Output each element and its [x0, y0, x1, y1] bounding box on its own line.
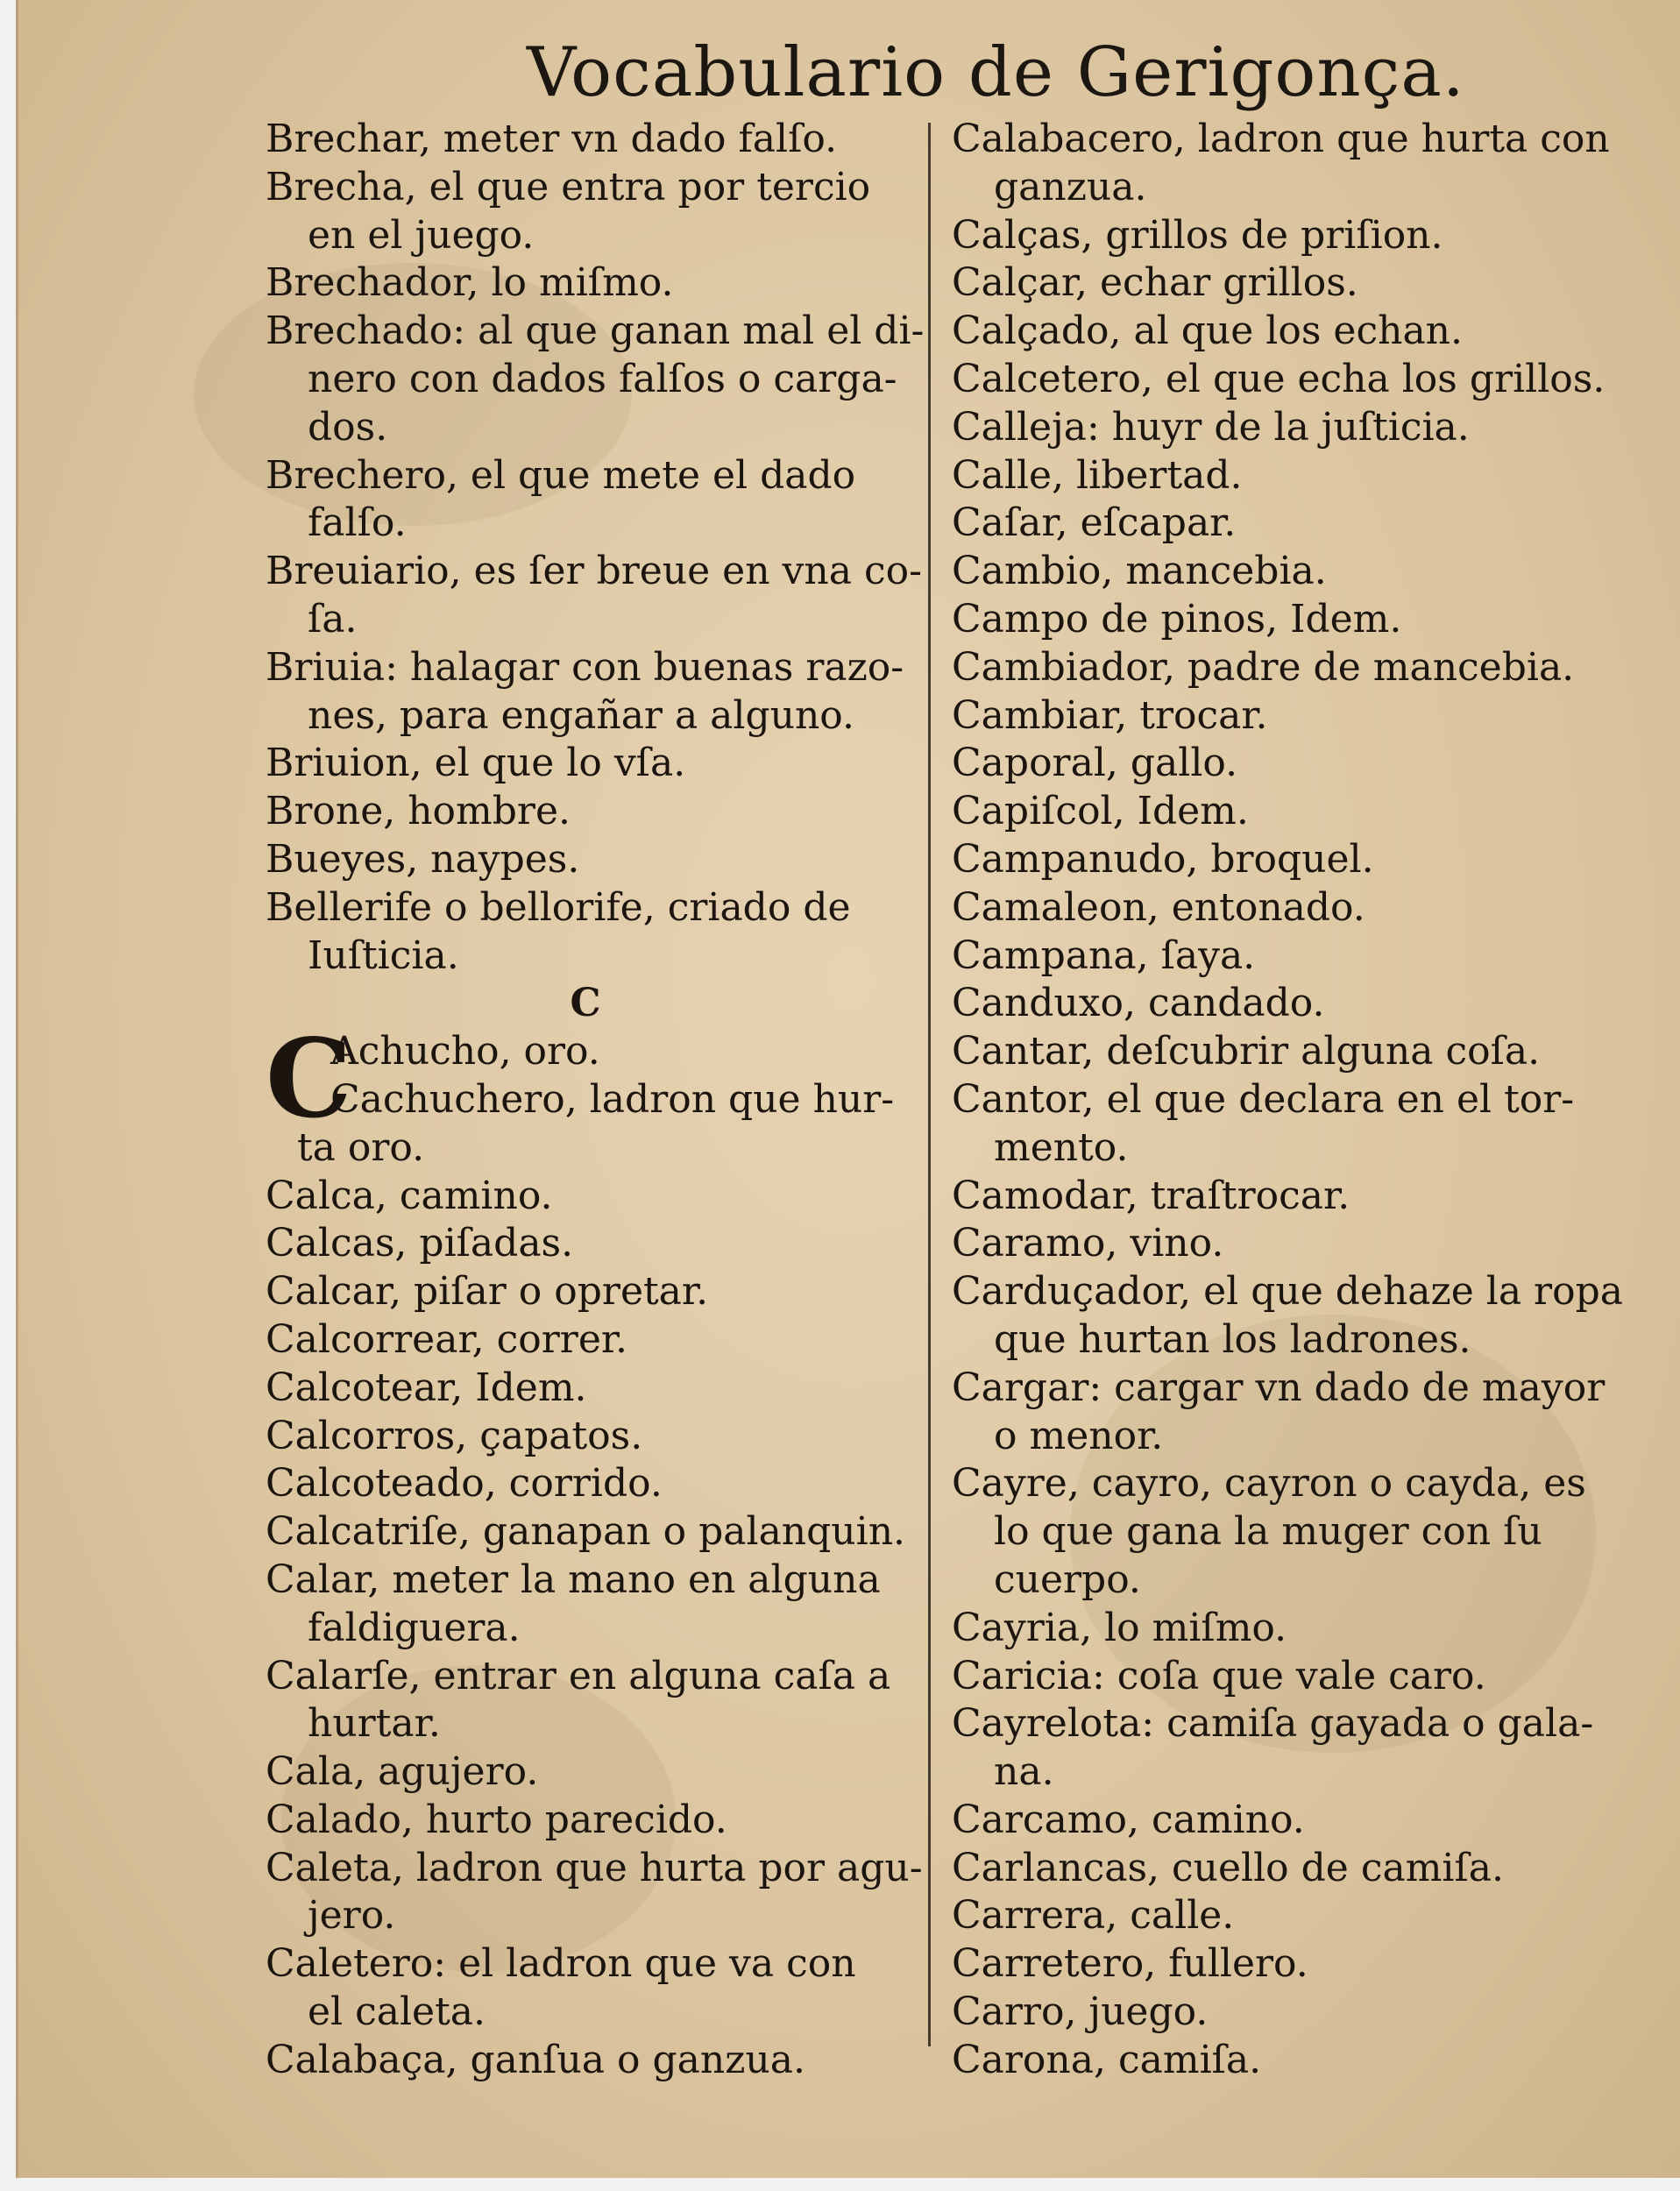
- dictionary-entry: [952, 212, 1613, 260]
- entry-line: Carona, camiſa.: [952, 2037, 1262, 2082]
- dictionary-entry: [266, 164, 923, 260]
- dictionary-entry: [266, 548, 923, 644]
- book-page: [16, 0, 1680, 2178]
- entry-line: Calado, hurto parecido.: [266, 1797, 727, 1842]
- dictionary-entry: [266, 1508, 923, 1556]
- entry-line: ganzua.: [994, 164, 1147, 209]
- entry-line: cuerpo.: [994, 1556, 1141, 1602]
- entry-line: Calleja: huyr de la juſticia.: [952, 404, 1470, 450]
- entry-line: mento.: [994, 1124, 1129, 1170]
- entry-line: ſa.: [308, 596, 358, 642]
- entry-line: falſo.: [308, 500, 407, 546]
- drop-cap: C: [266, 1016, 352, 1144]
- entry-line: Briuia: halagar con buenas razo-: [266, 644, 904, 690]
- entry-line: Cargar: cargar vn dado de mayor: [952, 1365, 1606, 1410]
- dictionary-entry: [952, 356, 1613, 404]
- entry-line: dos.: [308, 404, 388, 450]
- dictionary-entry: [952, 1268, 1623, 1365]
- entry-line: Campana, ſaya.: [952, 932, 1256, 978]
- dictionary-entry: [266, 1748, 923, 1797]
- entry-line: hurtar.: [308, 1701, 441, 1747]
- entry-line: Carretero, fullero.: [952, 1941, 1308, 1987]
- entry-line: Carlancas, cuello de camiſa.: [952, 1845, 1505, 1890]
- dictionary-entry: [952, 1797, 1613, 1845]
- entry-line: Cantor, el que declara en el tor-: [952, 1076, 1575, 1122]
- dictionary-entry: [266, 884, 923, 981]
- dictionary-entry: [266, 1413, 923, 1461]
- entry-line: Calcotear, Idem.: [266, 1365, 587, 1410]
- entry-line: Calca, camino.: [266, 1173, 553, 1218]
- entry-line: na.: [994, 1749, 1054, 1795]
- entry-line: Cambiar, trocar.: [952, 692, 1268, 738]
- entry-line: Brechar, meter vn dado falſo.: [266, 117, 838, 161]
- page-title: Vocabulario de Gerigonça.: [527, 33, 1465, 112]
- dictionary-entry: [266, 1797, 923, 1845]
- left-entries: [266, 116, 923, 980]
- entry-line: Calcorros, çapatos.: [266, 1413, 643, 1458]
- entry-line: Carro, juego.: [952, 1989, 1209, 2035]
- dictionary-entry: [266, 308, 923, 451]
- dictionary-entry: [952, 1845, 1613, 1893]
- dictionary-entry: [952, 1989, 1613, 2037]
- section-letter: C: [570, 981, 601, 1026]
- entry-line: Calarſe, entrar en alguna caſa a: [266, 1653, 891, 1698]
- entry-line: que hurtan los ladrones.: [994, 1316, 1471, 1362]
- entry-line: Calcorrear, correr.: [266, 1316, 628, 1362]
- dictionary-entry: [952, 932, 1613, 981]
- dictionary-entry: [952, 548, 1613, 596]
- entry-line: nes, para engañar a alguno.: [308, 692, 855, 738]
- entry-line: Calcetero, el que echa los grillos.: [952, 356, 1606, 401]
- entry-line: Breuiario, es ſer breue en vna co-: [266, 549, 922, 594]
- entry-line: Calabacero, ladron que hurta con: [952, 117, 1610, 161]
- entry-line: Iuſticia.: [308, 932, 459, 978]
- column-divider: [928, 123, 931, 2046]
- entry-line: Brecha, el que entra por tercio: [266, 164, 871, 209]
- dictionary-entry: [952, 500, 1613, 548]
- entry-line: Brechador, lo miſmo.: [266, 260, 674, 306]
- entry-line: Calcas, piſadas.: [266, 1221, 574, 1266]
- entry-line: Caporal, gallo.: [952, 741, 1238, 786]
- dictionary-entry: [952, 1173, 1613, 1221]
- dictionary-entry: [952, 836, 1613, 884]
- dictionary-entry: [266, 1173, 923, 1221]
- entry-line: Capiſcol, Idem.: [952, 789, 1249, 834]
- entry-line: Cambiador, padre de mancebia.: [952, 644, 1575, 690]
- entry-line: Briuion, el que lo vſa.: [266, 741, 686, 786]
- dictionary-entry: [266, 1556, 923, 1653]
- entry-line: Camaleon, entonado.: [952, 884, 1365, 930]
- entry-line: ta oro.: [297, 1124, 425, 1170]
- dictionary-entry: [952, 308, 1613, 356]
- dictionary-entry: [952, 1220, 1613, 1268]
- entry-line: Calabaça, ganſua o ganzua.: [266, 2037, 805, 2082]
- entry-line: Calcatriſe, ganapan o palanquin.: [266, 1509, 906, 1555]
- right-column: [952, 116, 1623, 2085]
- dropcap-entry: [266, 1016, 923, 1172]
- dictionary-entry: [952, 2037, 1613, 2085]
- dictionary-entry: [266, 1653, 923, 1749]
- entry-line: en el juego.: [308, 212, 535, 258]
- entry-line: Cachuchero, ladron que hur-: [330, 1076, 895, 1122]
- dictionary-entry: [266, 2037, 923, 2085]
- entry-line: Carduçador, el que dehaze la ropa: [952, 1269, 1623, 1315]
- dictionary-entry: [952, 1460, 1613, 1604]
- dictionary-entry: [266, 1845, 923, 1941]
- dictionary-entry: [266, 1268, 923, 1316]
- entry-line: Calçado, al que los echan.: [952, 308, 1463, 354]
- entry-line: Achucho, oro.: [330, 1029, 600, 1074]
- dictionary-entry: [952, 788, 1613, 836]
- dictionary-entry: [266, 644, 923, 741]
- entry-line: Caletero: el ladron que va con: [266, 1941, 856, 1987]
- dictionary-entry: [952, 596, 1613, 644]
- dictionary-entry: [952, 740, 1613, 788]
- entry-line: Calar, meter la mano en alguna: [266, 1556, 881, 1602]
- entry-line: o menor.: [994, 1413, 1164, 1458]
- dictionary-entry: [266, 1220, 923, 1268]
- entry-line: faldiguera.: [308, 1605, 521, 1650]
- entry-line: Calcoteado, corrido.: [266, 1461, 663, 1507]
- dictionary-entry: [266, 116, 923, 164]
- entry-line: Cantar, deſcubrir alguna coſa.: [952, 1029, 1541, 1074]
- entry-line: lo que gana la muger con ſu: [994, 1509, 1542, 1555]
- dictionary-entry: [952, 1028, 1613, 1076]
- entry-line: Calçar, echar grillos.: [952, 260, 1358, 306]
- dictionary-entry: [952, 1940, 1613, 1989]
- dictionary-entry: [952, 644, 1613, 692]
- dictionary-entry: [952, 452, 1613, 500]
- right-entries: [952, 116, 1623, 2085]
- dictionary-entry: [266, 1460, 923, 1508]
- entry-line: Caramo, vino.: [952, 1221, 1224, 1266]
- entry-line: el caleta.: [308, 1989, 486, 2035]
- entry-line: Cala, agujero.: [266, 1749, 539, 1795]
- dictionary-entry: [266, 259, 923, 308]
- left-column: [266, 116, 923, 2085]
- entry-line: Calcar, piſar o opretar.: [266, 1269, 709, 1315]
- entry-line: Canduxo, candado.: [952, 981, 1325, 1026]
- entry-line: Calle, libertad.: [952, 452, 1243, 498]
- dictionary-entry: [266, 1365, 923, 1413]
- dictionary-entry: [952, 1892, 1613, 1940]
- entry-line: Cayria, lo miſmo.: [952, 1605, 1287, 1650]
- dictionary-entry: [952, 1653, 1613, 1701]
- entry-line: Cambio, mancebia.: [952, 549, 1327, 594]
- dictionary-entry: [266, 740, 923, 788]
- entry-line: Caleta, ladron que hurta por agu-: [266, 1845, 923, 1890]
- dictionary-entry: [952, 404, 1613, 452]
- dictionary-entry: [952, 116, 1613, 212]
- entry-line: Cayre, cayro, cayron o cayda, es: [952, 1461, 1586, 1507]
- entry-line: Brone, hombre.: [266, 789, 571, 834]
- entry-line: Carrera, calle.: [952, 1893, 1235, 1939]
- dictionary-entry: [266, 788, 923, 836]
- dictionary-entry: [952, 1365, 1613, 1461]
- dictionary-entry: [952, 1700, 1613, 1797]
- dictionary-entry: [266, 1316, 923, 1365]
- entry-line: Camodar, traſtrocar.: [952, 1173, 1350, 1218]
- entry-line: Bueyes, naypes.: [266, 836, 580, 882]
- dictionary-entry: [266, 1940, 923, 2037]
- entry-line: jero.: [308, 1893, 396, 1939]
- entry-line: Campo de pinos, Idem.: [952, 596, 1402, 642]
- dictionary-entry: [266, 452, 923, 549]
- left-entries-c: [266, 1173, 923, 2085]
- dictionary-entry: [952, 980, 1613, 1028]
- entry-line: Caſar, eſcapar.: [952, 500, 1237, 546]
- dictionary-entry: [952, 884, 1613, 932]
- entry-line: Calças, grillos de priſion.: [952, 212, 1443, 258]
- dictionary-entry: [952, 692, 1613, 741]
- entry-line: Bellerife o bellorife, criado de: [266, 884, 851, 930]
- entry-line: Campanudo, broquel.: [952, 836, 1374, 882]
- entry-line: Brechero, el que mete el dado: [266, 452, 856, 498]
- dictionary-entry: [952, 1076, 1613, 1173]
- entry-line: Cayrelota: camiſa gayada o gala-: [952, 1701, 1594, 1747]
- dictionary-entry: [266, 836, 923, 884]
- entry-line: Brechado: al que ganan mal el di-: [266, 308, 925, 354]
- dictionary-entry: [952, 1605, 1613, 1653]
- entry-line: Caricia: coſa que vale caro.: [952, 1653, 1486, 1698]
- dictionary-entry: [952, 259, 1613, 308]
- entry-line: nero con dados falſos o carga-: [308, 356, 897, 401]
- entry-line: Carcamo, camino.: [952, 1797, 1305, 1842]
